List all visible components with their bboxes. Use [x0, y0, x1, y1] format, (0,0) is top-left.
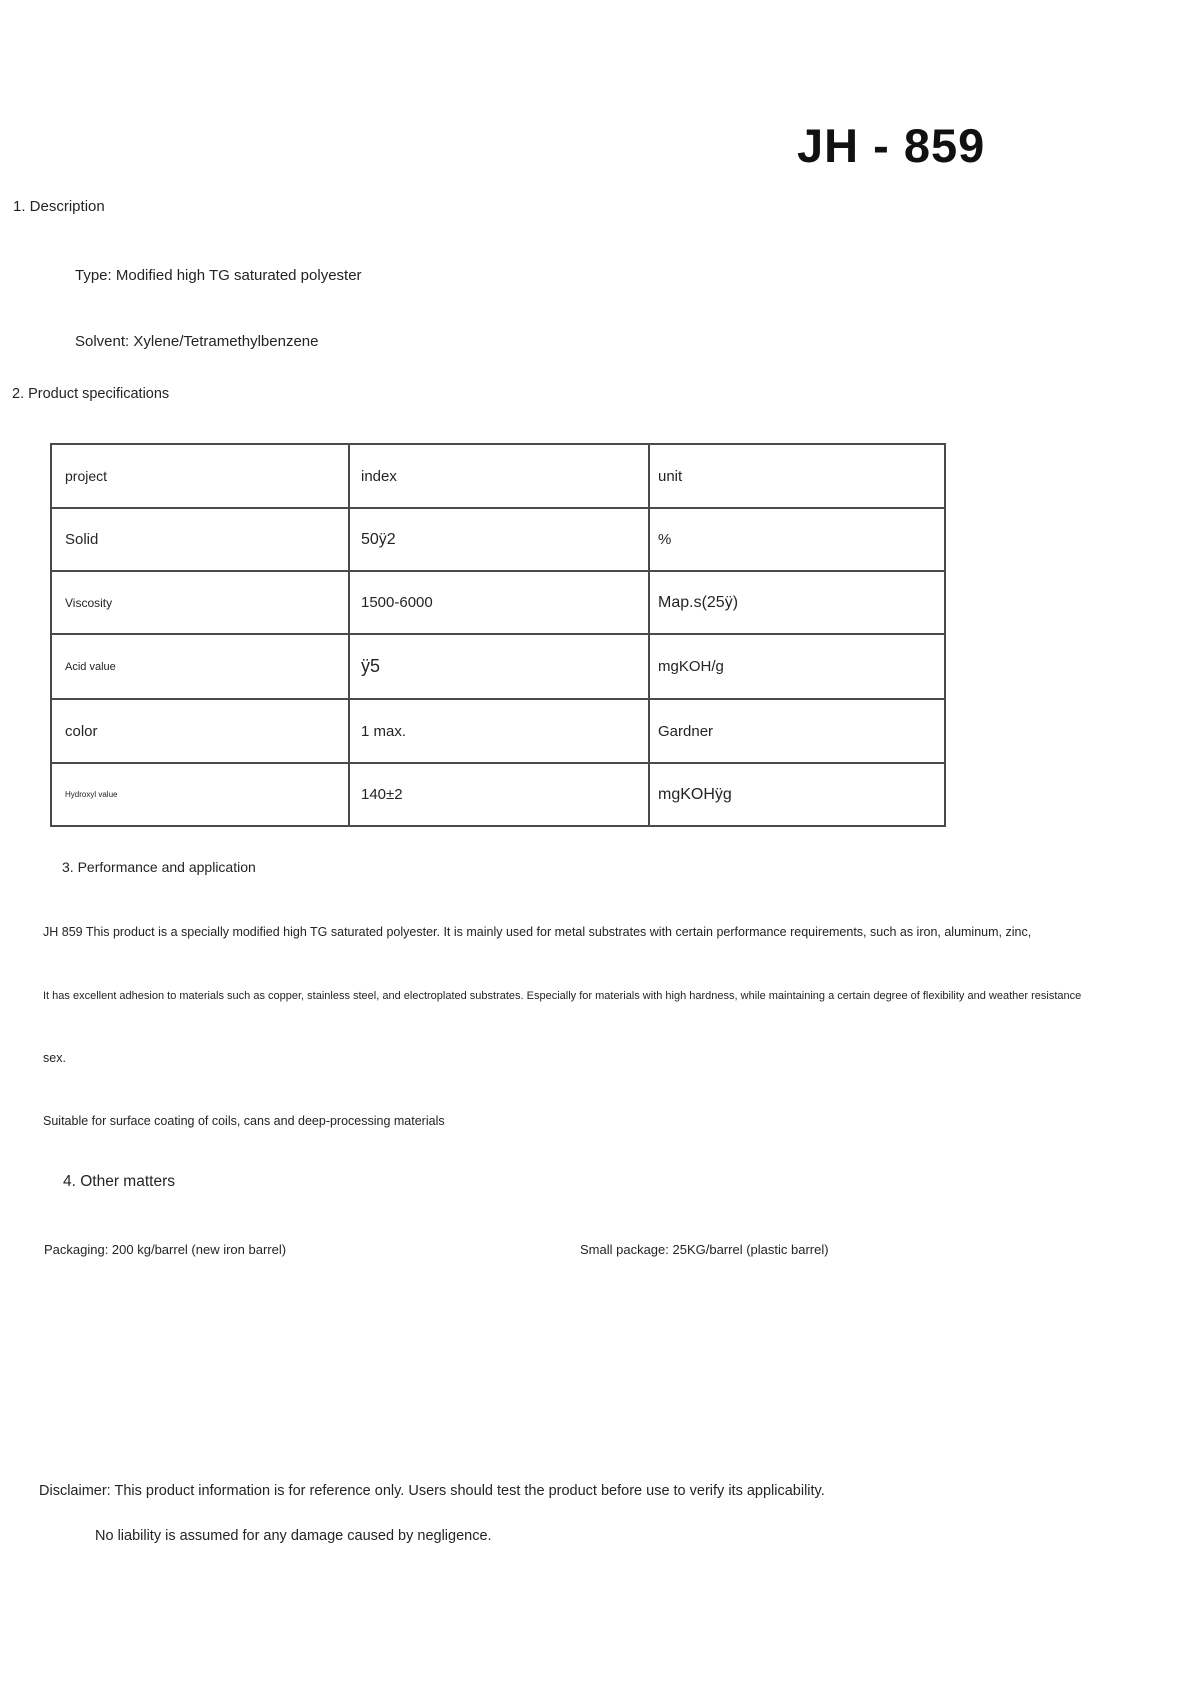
performance-paragraph-4: Suitable for surface coating of coils, cans and deep-processing materials: [43, 1114, 445, 1128]
spec-cell-unit: Gardner: [649, 699, 945, 763]
table-row: [51, 508, 945, 571]
spec-cell-project: Hydroxyl value: [51, 763, 349, 826]
spec-cell-index: 140±2: [349, 763, 649, 826]
type-line: Type: Modified high TG saturated polyester: [75, 267, 362, 284]
spec-header-unit: unit: [649, 444, 945, 508]
table-row: [51, 571, 945, 634]
spec-header-index: index: [349, 444, 649, 508]
spec-cell-project: Solid: [51, 508, 349, 571]
performance-paragraph-2: It has excellent adhesion to materials such as copper, stainless steel, and electroplated substrates. Especially for materials with high hardness, while maintaining a certain degree of flexibility and weather resistance: [43, 990, 1082, 1002]
spec-cell-project: Acid value: [51, 634, 349, 699]
spec-cell-index: 1 max.: [349, 699, 649, 763]
spec-cell-unit: mgKOHÿg: [649, 763, 945, 826]
spec-table: [50, 443, 944, 827]
spec-cell-index: 1500-6000: [349, 571, 649, 634]
table-row: [51, 763, 945, 826]
disclaimer-line-1: Disclaimer: This product information is for reference only. Users should test the product before use to verify its applicability.: [39, 1483, 825, 1499]
heading-description: 1. Description: [13, 198, 105, 215]
spec-cell-index: 50ÿ2: [349, 508, 649, 571]
spec-table-header-row: [51, 444, 945, 508]
spec-cell-unit: %: [649, 508, 945, 571]
table-row: [51, 634, 945, 699]
disclaimer-line-2: No liability is assumed for any damage caused by negligence.: [95, 1528, 492, 1544]
table-row: [51, 699, 945, 763]
performance-paragraph-3: sex.: [43, 1051, 66, 1065]
spec-cell-unit: Map.s(25ÿ): [649, 571, 945, 634]
heading-product-specifications: 2. Product specifications: [12, 386, 170, 402]
spec-header-project: project: [51, 444, 349, 508]
spec-cell-index: ÿ5: [349, 634, 649, 699]
page-title: JH - 859: [797, 119, 986, 172]
heading-performance: 3. Performance and application: [62, 859, 256, 875]
spec-cell-unit: mgKOH/g: [649, 634, 945, 699]
heading-other-matters: 4. Other matters: [63, 1173, 175, 1190]
spec-cell-project: Viscosity: [51, 571, 349, 634]
spec-cell-project: color: [51, 699, 349, 763]
performance-paragraph-1: JH 859 This product is a specially modified high TG saturated polyester. It is mainly used for metal substrates with certain performance requirements, such as iron, aluminum, zinc,: [43, 925, 1032, 939]
small-package-line: Small package: 25KG/barrel (plastic barrel): [580, 1242, 829, 1257]
packaging-line: Packaging: 200 kg/barrel (new iron barrel): [44, 1242, 287, 1257]
solvent-line: Solvent: Xylene/Tetramethylbenzene: [75, 333, 319, 350]
